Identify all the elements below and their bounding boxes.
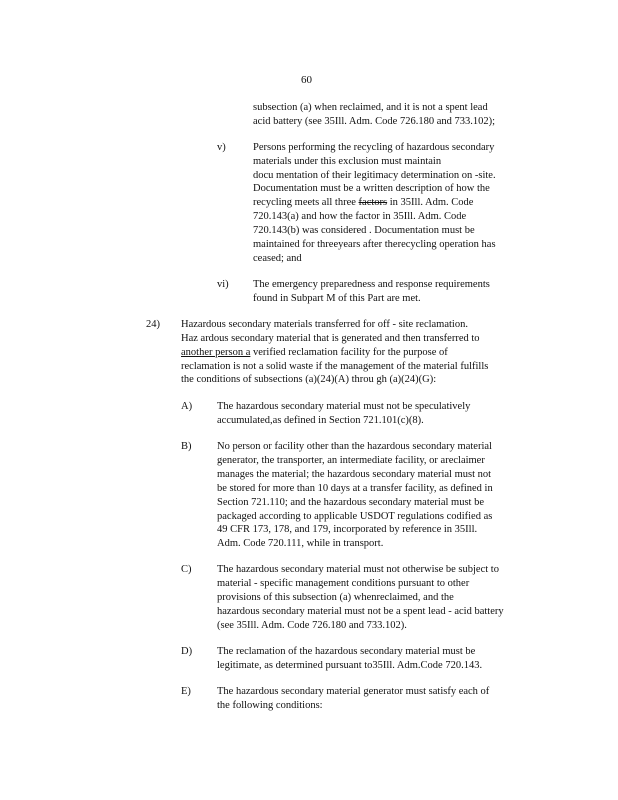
sub-item-e-line: the following conditions:: [217, 700, 323, 711]
sub-item-b-line: be stored for more than 10 days at a transfer facility, as defined in: [217, 483, 493, 494]
sub-item-marker-c: C): [181, 564, 192, 575]
item-marker-24: 24): [146, 319, 160, 330]
sub-item-b-line: 49 CFR 173, 178, and 179, incorporated by reference in 35Ill.: [217, 524, 478, 535]
item-v-line: 720.143(b) was considered . Documentation must be: [253, 225, 475, 236]
sub-item-d-line: The reclamation of the hazardous secondary material must be: [217, 646, 476, 657]
sub-item-marker-a: A): [181, 401, 193, 412]
item-v-line: maintained for threeyears after therecycling operation has: [253, 239, 496, 250]
sub-item-c-line: The hazardous secondary material must not otherwise be subject to: [217, 564, 499, 575]
sub-item-c-line: (see 35Ill. Adm. Code 726.180 and 733.102).: [217, 620, 407, 631]
item-v-line: docu mentation of their legitimacy determination on -site.: [253, 170, 496, 181]
struck-word: factors: [358, 197, 388, 208]
underlined-text: another person a: [181, 347, 251, 358]
sub-item-b-line: Adm. Code 720.111, while in transport.: [217, 538, 384, 549]
item-24-line: Haz ardous secondary material that is generated and then transferred to: [181, 333, 480, 344]
item-v-line: Documentation must be a written description of how the: [253, 183, 490, 194]
item-24-line: Hazardous secondary materials transferred for off - site reclamation.: [181, 319, 468, 330]
sub-item-b-line: packaged according to applicable USDOT regulations codified as: [217, 511, 493, 522]
item-24-line: the conditions of subsections (a)(24)(A) throu gh (a)(24)(G):: [181, 374, 437, 385]
sub-item-marker-d: D): [181, 646, 193, 657]
sub-item-b-line: generator, the transporter, an intermediate facility, or areclaimer: [217, 455, 485, 466]
sub-item-d-line: legitimate, as determined pursuant to35Ill. Adm.Code 720.143.: [217, 660, 483, 671]
item-v-line: ceased; and: [253, 253, 302, 264]
sub-item-e-line: The hazardous secondary material generator must satisfy each of: [217, 686, 490, 697]
item-marker-v: v): [217, 142, 226, 153]
sub-item-b-line: manages the material; the hazardous secondary material must not: [217, 469, 492, 480]
item-v-line-start: recycling meets all three: [253, 197, 356, 208]
sub-item-a-line: accumulated,as defined in Section 721.101(c)(8).: [217, 415, 424, 426]
sub-item-a-line: The hazardous secondary material must not be speculatively: [217, 401, 471, 412]
item-v-line-end: in 35Ill. Adm. Code: [389, 197, 474, 208]
item-vi-line: The emergency preparedness and response requirements: [253, 279, 490, 290]
item-v-line: 720.143(a) and how the factor in 35Ill. Adm. Code: [253, 211, 467, 222]
item-24-line-with-underline: [181, 346, 448, 360]
sub-item-b-line: Section 721.110; and the hazardous secondary material must be: [217, 497, 484, 508]
item-24-line: reclamation is not a solid waste if the management of the material fulfills: [181, 361, 489, 372]
sub-item-c-line: provisions of this subsection (a) whenreclaimed, and the: [217, 592, 454, 603]
item-v-line: materials under this exclusion must maintain: [253, 156, 442, 167]
item-vi-line: found in Subpart M of this Part are met.: [253, 293, 421, 304]
item-24-line-rest: verified reclamation facility for the purpose of: [250, 347, 448, 358]
sub-item-c-line: hazardous secondary material must not be a spent lead - acid battery: [217, 606, 504, 617]
intro-line: subsection (a) when reclaimed, and it is not a spent lead: [253, 102, 488, 113]
intro-line: acid battery (see 35Ill. Adm. Code 726.180 and 733.102);: [253, 116, 496, 127]
item-v-line: Persons performing the recycling of hazardous secondary: [253, 142, 495, 153]
sub-item-c-line: material - specific management conditions pursuant to other: [217, 578, 470, 589]
page-number: 60: [301, 74, 312, 86]
item-v-line-with-strike: [253, 196, 473, 210]
sub-item-marker-e: E): [181, 686, 191, 697]
item-marker-vi: vi): [217, 279, 229, 290]
sub-item-b-line: No person or facility other than the hazardous secondary material: [217, 441, 492, 452]
sub-item-marker-b: B): [181, 441, 192, 452]
